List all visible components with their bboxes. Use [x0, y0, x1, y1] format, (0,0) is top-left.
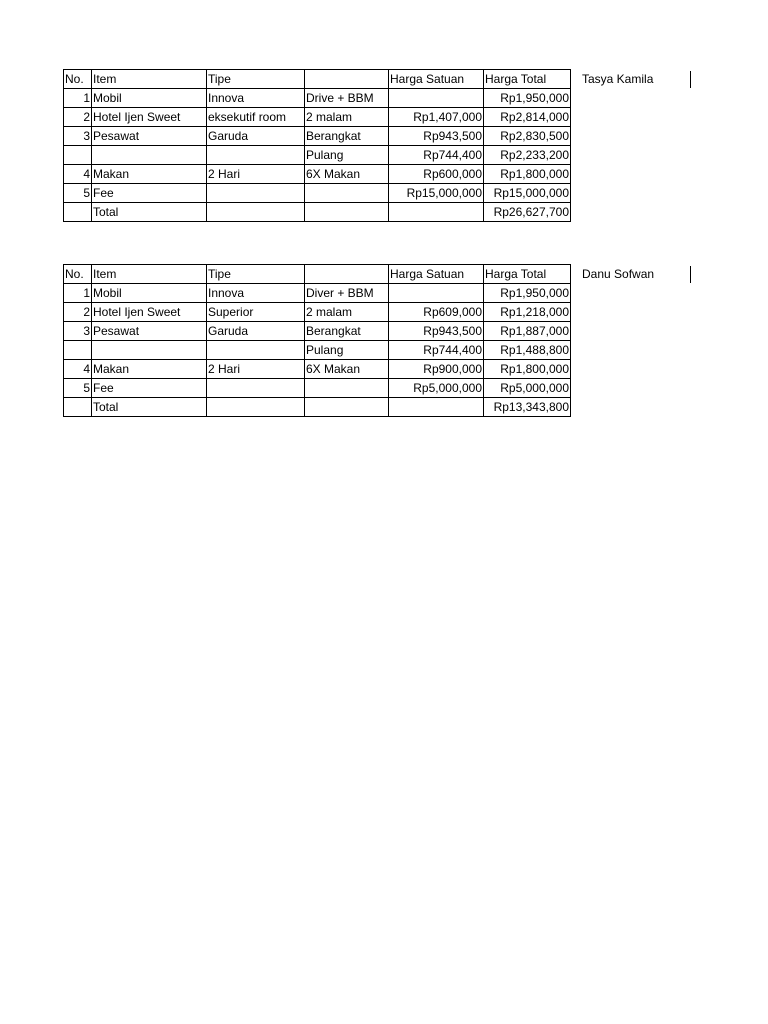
- cell-description[interactable]: Berangkat: [305, 322, 389, 341]
- cell-harga-total[interactable]: Rp1,218,000: [484, 303, 571, 322]
- text-cursor: [690, 266, 691, 283]
- header-cell-harga-satuan[interactable]: Harga Satuan: [389, 265, 484, 284]
- cell-harga-satuan[interactable]: [389, 203, 484, 222]
- cell-grand-total[interactable]: Rp13,343,800: [484, 398, 571, 417]
- cell-harga-satuan[interactable]: Rp744,400: [389, 341, 484, 360]
- cell-no[interactable]: 4: [64, 360, 92, 379]
- header-cell-no[interactable]: No.: [64, 265, 92, 284]
- cost-table-section-2: [63, 264, 655, 417]
- cell-description[interactable]: [305, 398, 389, 417]
- cell-no[interactable]: 5: [64, 379, 92, 398]
- cell-tipe[interactable]: [207, 398, 305, 417]
- cell-description[interactable]: [305, 203, 389, 222]
- cost-table: [63, 69, 571, 222]
- header-cell-description[interactable]: [305, 70, 389, 89]
- table-row: [64, 146, 571, 165]
- cell-tipe[interactable]: eksekutif room: [207, 108, 305, 127]
- header-row: [64, 70, 571, 89]
- person-name[interactable]: Danu Sofwan: [582, 267, 655, 281]
- cell-no[interactable]: 4: [64, 165, 92, 184]
- table-row: [64, 184, 571, 203]
- table-row: [64, 341, 571, 360]
- cell-tipe[interactable]: [207, 203, 305, 222]
- cell-item[interactable]: [92, 146, 207, 165]
- cell-item[interactable]: Total: [92, 398, 207, 417]
- cell-harga-satuan[interactable]: Rp1,407,000: [389, 108, 484, 127]
- cell-description[interactable]: Diver + BBM: [305, 284, 389, 303]
- cell-harga-total[interactable]: Rp1,800,000: [484, 165, 571, 184]
- cell-tipe[interactable]: [207, 341, 305, 360]
- table-row: [64, 165, 571, 184]
- cell-tipe[interactable]: Innova: [207, 89, 305, 108]
- cell-harga-total[interactable]: Rp1,887,000: [484, 322, 571, 341]
- cell-harga-total[interactable]: Rp5,000,000: [484, 379, 571, 398]
- cell-harga-satuan[interactable]: Rp744,400: [389, 146, 484, 165]
- cell-no[interactable]: 3: [64, 127, 92, 146]
- header-cell-harga-satuan[interactable]: Harga Satuan: [389, 70, 484, 89]
- cell-tipe[interactable]: 2 Hari: [207, 165, 305, 184]
- cell-tipe[interactable]: Garuda: [207, 127, 305, 146]
- header-cell-description[interactable]: [305, 265, 389, 284]
- cell-tipe[interactable]: [207, 184, 305, 203]
- cell-item[interactable]: Makan: [92, 360, 207, 379]
- text-cursor: [690, 71, 691, 88]
- cell-item[interactable]: Mobil: [92, 284, 207, 303]
- cell-tipe[interactable]: Garuda: [207, 322, 305, 341]
- table-row: [64, 127, 571, 146]
- cell-tipe[interactable]: 2 Hari: [207, 360, 305, 379]
- cell-description[interactable]: [305, 379, 389, 398]
- cell-harga-total[interactable]: Rp15,000,000: [484, 184, 571, 203]
- cell-harga-total[interactable]: Rp1,950,000: [484, 284, 571, 303]
- cell-item[interactable]: Hotel Ijen Sweet: [92, 303, 207, 322]
- cell-no[interactable]: 2: [64, 108, 92, 127]
- cell-no[interactable]: 1: [64, 89, 92, 108]
- cell-no[interactable]: [64, 146, 92, 165]
- cell-harga-satuan[interactable]: Rp900,000: [389, 360, 484, 379]
- table-row: [64, 360, 571, 379]
- cell-harga-satuan[interactable]: Rp609,000: [389, 303, 484, 322]
- table-row: [64, 284, 571, 303]
- cell-description[interactable]: Drive + BBM: [305, 89, 389, 108]
- table-row: [64, 89, 571, 108]
- header-cell-tipe[interactable]: Tipe: [207, 70, 305, 89]
- cost-table: [63, 264, 571, 417]
- total-row: [64, 203, 571, 222]
- header-cell-no[interactable]: No.: [64, 70, 92, 89]
- cell-description[interactable]: 6X Makan: [305, 165, 389, 184]
- cost-table-section-1: [63, 69, 654, 222]
- cell-harga-total[interactable]: Rp1,488,800: [484, 341, 571, 360]
- cell-harga-total[interactable]: Rp1,950,000: [484, 89, 571, 108]
- person-name[interactable]: Tasya Kamila: [582, 72, 654, 86]
- cell-tipe[interactable]: Innova: [207, 284, 305, 303]
- cell-item[interactable]: [92, 341, 207, 360]
- cell-tipe[interactable]: [207, 379, 305, 398]
- cell-harga-satuan[interactable]: [389, 89, 484, 108]
- cell-harga-satuan[interactable]: Rp15,000,000: [389, 184, 484, 203]
- cell-item[interactable]: Total: [92, 203, 207, 222]
- cell-no[interactable]: 5: [64, 184, 92, 203]
- cell-item[interactable]: Hotel Ijen Sweet: [92, 108, 207, 127]
- header-cell-tipe[interactable]: Tipe: [207, 265, 305, 284]
- cell-no[interactable]: 3: [64, 322, 92, 341]
- cell-item[interactable]: Pesawat: [92, 322, 207, 341]
- cell-harga-satuan[interactable]: Rp600,000: [389, 165, 484, 184]
- cell-description[interactable]: Pulang: [305, 146, 389, 165]
- cell-tipe[interactable]: Superior: [207, 303, 305, 322]
- cell-grand-total[interactable]: Rp26,627,700: [484, 203, 571, 222]
- cell-harga-satuan[interactable]: [389, 284, 484, 303]
- cell-no[interactable]: [64, 341, 92, 360]
- cell-description[interactable]: 6X Makan: [305, 360, 389, 379]
- table-row: [64, 108, 571, 127]
- cell-item[interactable]: Fee: [92, 379, 207, 398]
- cell-no[interactable]: 2: [64, 303, 92, 322]
- cell-item[interactable]: Fee: [92, 184, 207, 203]
- cell-description[interactable]: 2 malam: [305, 108, 389, 127]
- cell-no[interactable]: [64, 203, 92, 222]
- cell-no[interactable]: 1: [64, 284, 92, 303]
- header-cell-item[interactable]: Item: [92, 265, 207, 284]
- cell-description[interactable]: [305, 184, 389, 203]
- table-row: [64, 379, 571, 398]
- cell-harga-satuan[interactable]: Rp943,500: [389, 322, 484, 341]
- cell-harga-satuan[interactable]: Rp5,000,000: [389, 379, 484, 398]
- table-row: [64, 303, 571, 322]
- cell-harga-total[interactable]: Rp2,830,500: [484, 127, 571, 146]
- cell-description[interactable]: 2 malam: [305, 303, 389, 322]
- cell-harga-total[interactable]: Rp1,800,000: [484, 360, 571, 379]
- cell-description[interactable]: Berangkat: [305, 127, 389, 146]
- header-cell-item[interactable]: Item: [92, 70, 207, 89]
- cell-description[interactable]: Pulang: [305, 341, 389, 360]
- total-row: [64, 398, 571, 417]
- cell-harga-satuan[interactable]: [389, 398, 484, 417]
- cell-item[interactable]: Pesawat: [92, 127, 207, 146]
- header-cell-harga-total[interactable]: Harga Total: [484, 265, 571, 284]
- table-row: [64, 322, 571, 341]
- cell-no[interactable]: [64, 398, 92, 417]
- cell-item[interactable]: Makan: [92, 165, 207, 184]
- cell-harga-total[interactable]: Rp2,814,000: [484, 108, 571, 127]
- cell-harga-satuan[interactable]: Rp943,500: [389, 127, 484, 146]
- header-cell-harga-total[interactable]: Harga Total: [484, 70, 571, 89]
- cell-tipe[interactable]: [207, 146, 305, 165]
- cell-harga-total[interactable]: Rp2,233,200: [484, 146, 571, 165]
- cell-item[interactable]: Mobil: [92, 89, 207, 108]
- header-row: [64, 265, 571, 284]
